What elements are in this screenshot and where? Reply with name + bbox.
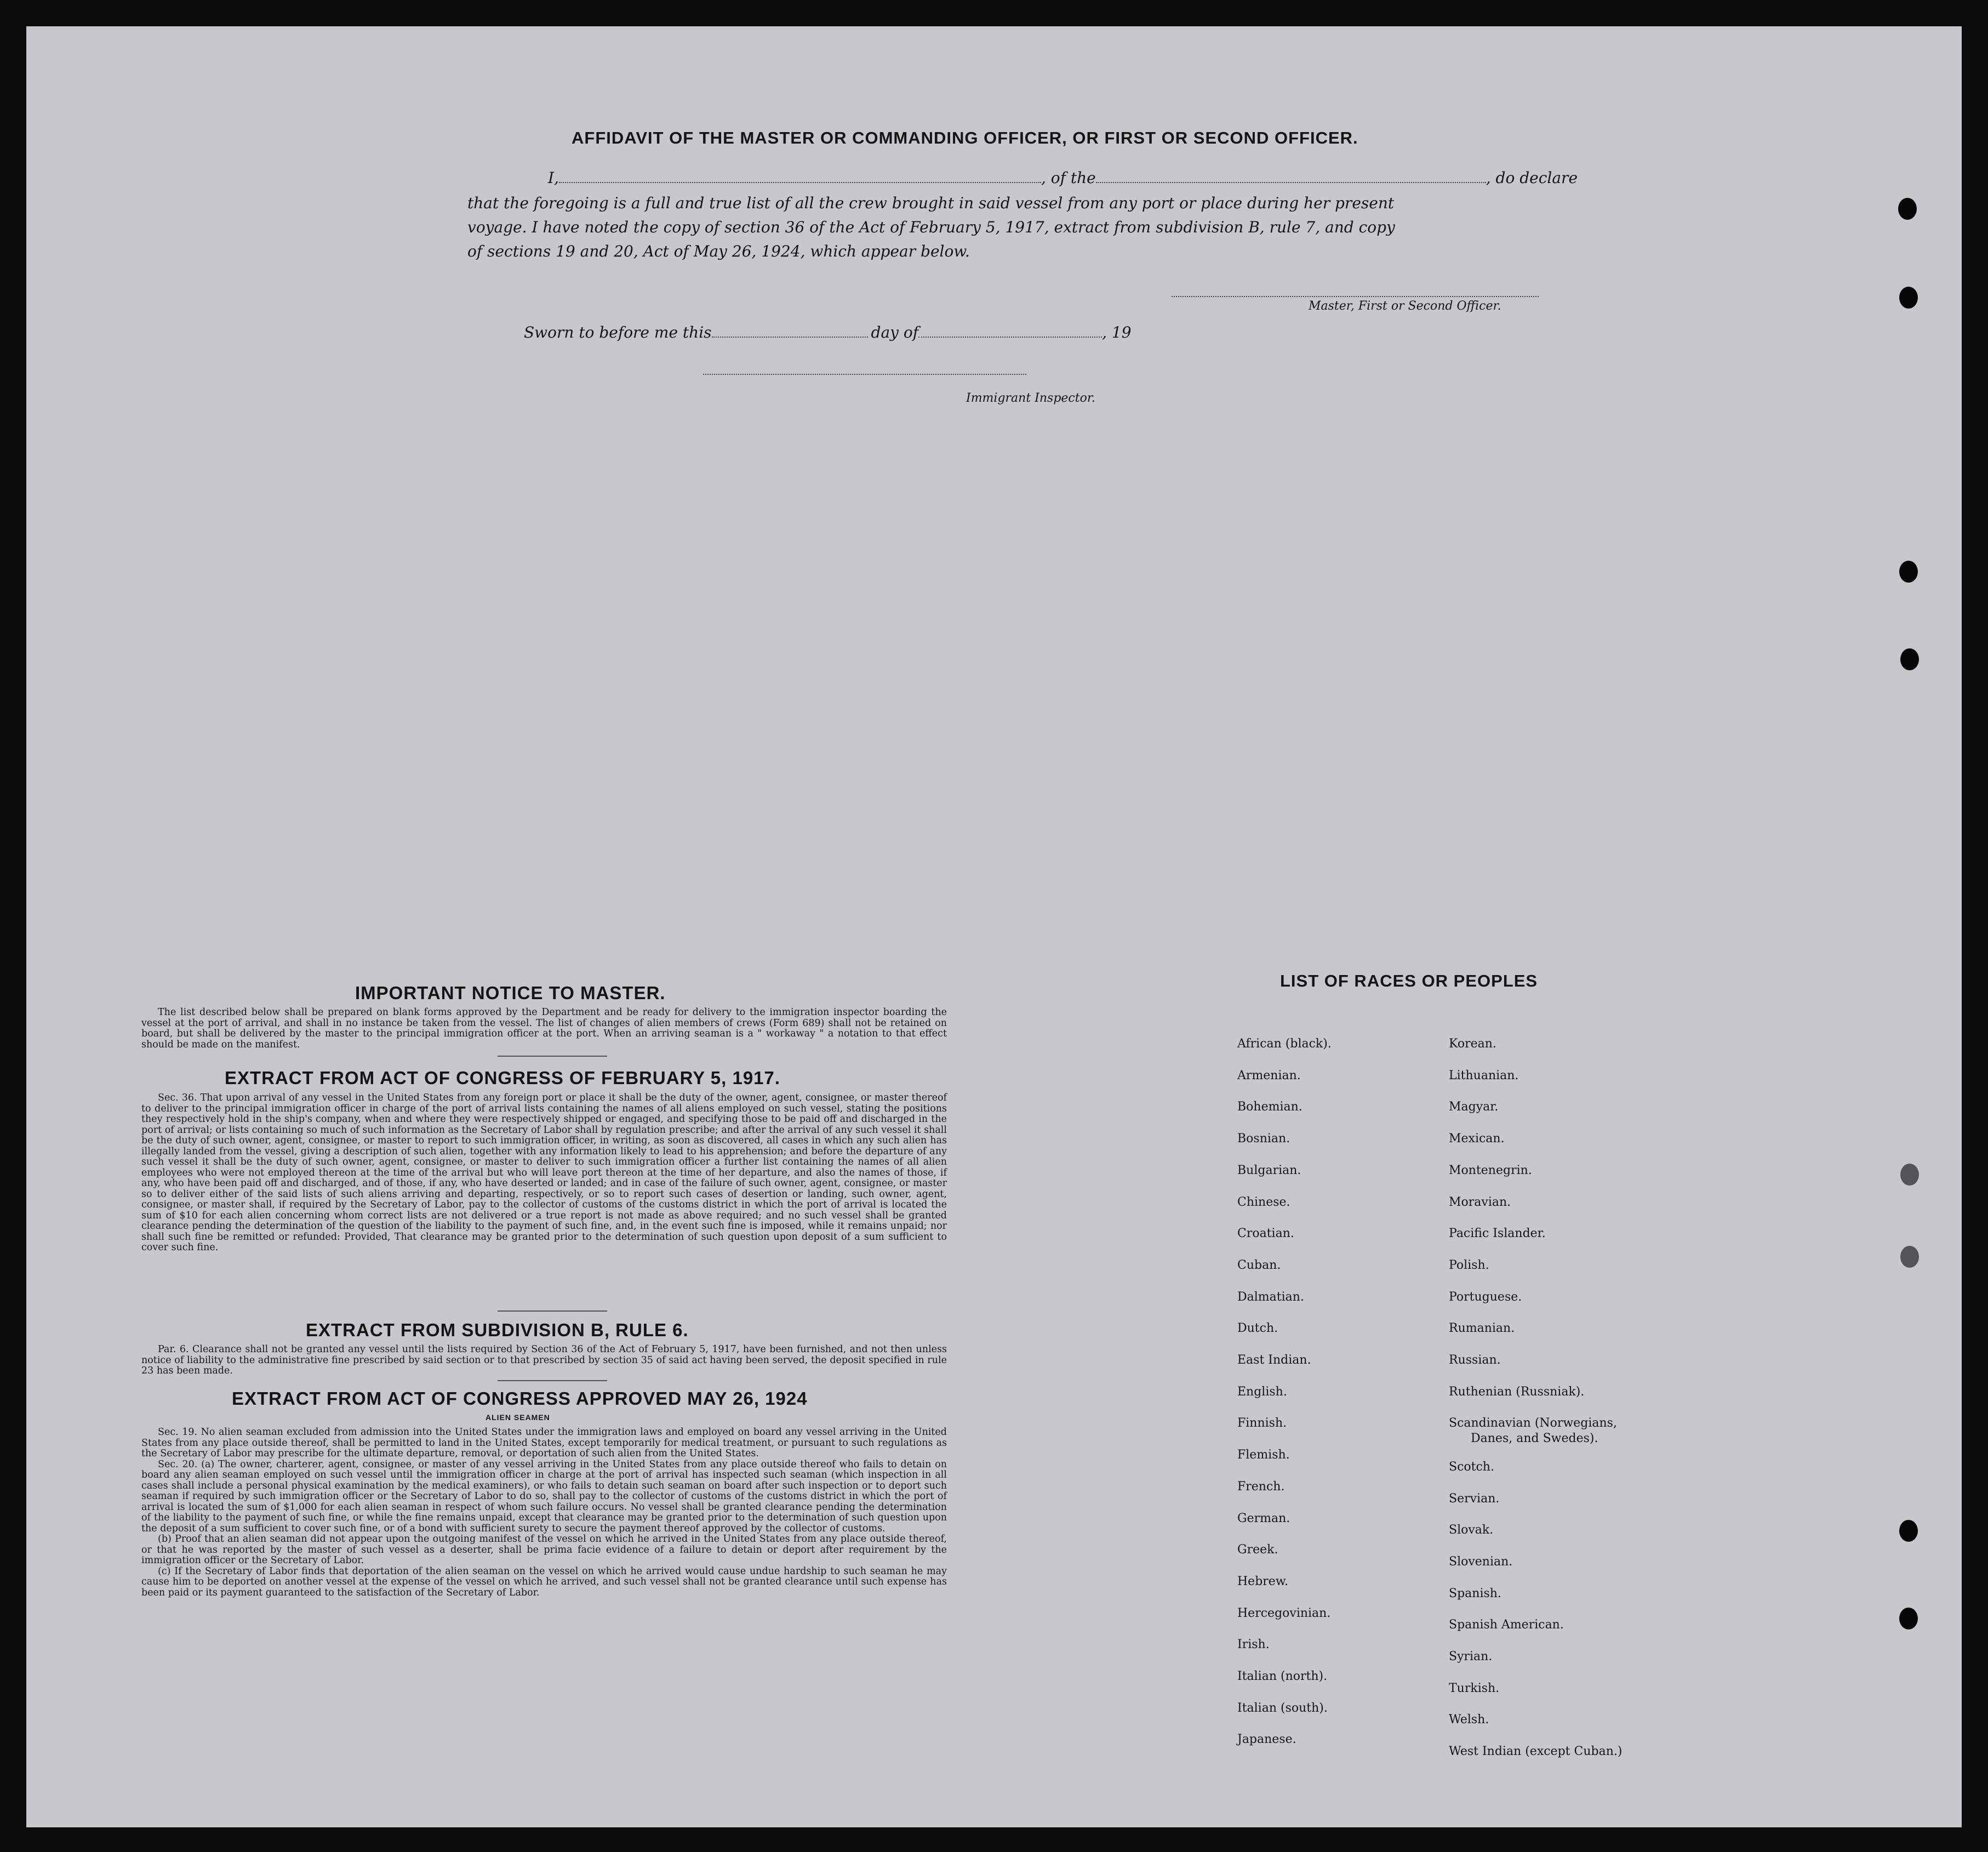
race-item: Slovenian. [1449, 1554, 1513, 1569]
race-item: Syrian. [1449, 1650, 1493, 1664]
race-item: Italian (north). [1237, 1669, 1328, 1684]
race-item: Scandinavian (Norwegians, [1449, 1416, 1617, 1431]
inspector-caption: Immigrant Inspector. [966, 391, 1095, 405]
extract-rule6-paragraph: Par. 6. Clearance shall not be granted any vessel until the lists required by Section 36 of the Act of February 5, 1917, have been furnished, and not then unless notice of liability to the administrative fine prescribed by said section or to that prescribed by section 35 of said act having been served, the deposit specified in rule 23 has been made. [141, 1344, 947, 1376]
notice-title: IMPORTANT NOTICE TO MASTER. [355, 983, 666, 1003]
punch-hole [1899, 561, 1918, 583]
race-item: Korean. [1449, 1037, 1496, 1051]
affidavit-i: I, [548, 169, 559, 187]
sec19-paragraph: Sec. 19. No alien seaman excluded from admission into the United States under the immigration laws and employed on board any vessel arriving in the United States from any place outside thereof, shall be permitted to land in the United States, except temporarily for medical treatment, or pursuant to such regulations as the Secretary of Labor may prescribe for the ultimate departure, removal, or deportation of such alien from the United States. [141, 1427, 947, 1459]
race-item: Dalmatian. [1237, 1290, 1304, 1304]
extract-1924-title: EXTRACT FROM ACT OF CONGRESS APPROVED MAY 26, 1924 [232, 1388, 808, 1409]
race-item: Greek. [1237, 1543, 1278, 1557]
punch-hole [1898, 198, 1917, 220]
race-item: Servian. [1449, 1491, 1500, 1506]
master-caption: Master, First or Second Officer. [1309, 299, 1501, 313]
race-item: Magyar. [1449, 1100, 1499, 1114]
race-item: Bosnian. [1237, 1132, 1290, 1146]
notice-text [141, 1007, 947, 1050]
race-item: Dutch. [1237, 1321, 1278, 1336]
extract-1917-title: EXTRACT FROM ACT OF CONGRESS OF FEBRUARY 5, 1917. [225, 1068, 781, 1088]
inspector-signature-line[interactable] [703, 374, 1026, 375]
sworn-line [524, 323, 1132, 341]
race-item: Rumanian. [1449, 1321, 1515, 1336]
race-item: West Indian (except Cuban.) [1449, 1745, 1623, 1759]
races-right-column [1449, 1028, 1622, 1768]
race-item: East Indian. [1237, 1353, 1311, 1367]
sec20b-paragraph: (b) Proof that an alien seaman did not appear upon the outgoing manifest of the vessel on which he arrived in the United States from any place outside thereof, or that he was reported by the master of such vessel as a deserter, shall be prima facie evidence of a failure to detain or deport after requirement by the immigration officer or the Secretary of Labor. [141, 1534, 947, 1566]
sec20c-paragraph: (c) If the Secretary of Labor finds that deportation of the alien seaman on the vessel on which he arrived would cause undue hardship to such seaman he may cause him to be deported on another vessel at the expense of the vessel on which he arrived, and such vessel shall not be granted clearance until such expense has been paid or its payment guaranteed to the satisfaction of the Secretary of Labor. [141, 1565, 947, 1598]
race-item: Flemish. [1237, 1448, 1290, 1462]
affidavit-title: AFFIDAVIT OF THE MASTER OR COMMANDING OFFICER, OR FIRST OR SECOND OFFICER. [572, 128, 1358, 147]
affidavit-of-the: , of the [1041, 169, 1096, 187]
punch-hole [1899, 1520, 1918, 1542]
punch-hole [1900, 1164, 1919, 1186]
extract-rule6-text [141, 1344, 947, 1377]
extract-1917-paragraph: Sec. 36. That upon arrival of any vessel in the United States from any foreign port or place it shall be the duty of the owner, agent, consignee, or master thereof to deliver to the principal immigration officer in charge of the port of arrival lists containing the names of all aliens employed on such vessel, stating the positions they respectively hold in the ship's company, when and where they were respectively shipped or engaged, and specifying those to be paid off and discharged in the port of arrival; or lists containing so much of such information as the Secretary of Labor shall by regulation prescribe; and after the arrival of any such vessel it shall be the duty of such owner, agent, consignee, or master to report to such immigration officer, in writing, as soon as discovered, all cases in which any such alien has illegally landed from the vessel, giving a description of such alien, together with any information likely to lead to his apprehension; and before the departure of any such vessel it shall be the duty of such owner, agent, consignee, or master to deliver to such immigration officer a further list containing the names of all alien employees who were not employed thereon at the time of the arrival but who will leave port thereon at the time of her departure, and also the names of those, if any, who have been paid off and discharged, and of those, if any, who have deserted or landed; and in case of the failure of such owner, agent, consignee, or master so to deliver either of the said lists of such aliens arriving and departing, respectively, or so to report such cases of desertion or landing, such owner, agent, consignee, or master shall, if required by the Secretary of Labor, pay to the collector of customs of the customs district in which the port of arrival is located the sum of $10 for each alien concerning whom correct lists are not delivered or a true report is not made as above required; and no such vessel shall be granted clearance pending the determination of the question of the liability to the payment of such fine, and, in the event such fine is imposed, while it remains unpaid; nor shall such fine be remitted or refunded: Provided, That clearance may be granted prior to the determination of such question upon deposit of a sum sufficient to cover such fine. [141, 1092, 947, 1253]
race-item: Japanese. [1237, 1733, 1296, 1747]
race-item: Italian (south). [1237, 1701, 1328, 1715]
race-item: Armenian. [1237, 1068, 1301, 1082]
race-item: Ruthenian (Russniak). [1449, 1384, 1585, 1399]
section-divider [498, 1380, 607, 1381]
extract-rule6-title: EXTRACT FROM SUBDIVISION B, RULE 6. [306, 1320, 689, 1340]
race-item: Finnish. [1237, 1416, 1287, 1431]
vessel-name-field[interactable] [1096, 169, 1486, 183]
affidavit-line-2: that the foregoing is a full and true list of all the crew brought in said vessel from any port or place during her present [467, 194, 1395, 212]
race-item: Russian. [1449, 1353, 1501, 1367]
race-item: Croatian. [1237, 1227, 1294, 1241]
affidavit-line-4: of sections 19 and 20, Act of May 26, 1924, which appear below. [467, 242, 970, 260]
race-item: African (black). [1237, 1037, 1332, 1051]
races-title: LIST OF RACES OR PEOPLES [1280, 971, 1538, 990]
race-item: Hercegovinian. [1237, 1606, 1331, 1620]
race-item: Turkish. [1449, 1681, 1500, 1695]
race-item: Slovak. [1449, 1523, 1494, 1537]
race-item: English. [1237, 1384, 1287, 1399]
race-item: Hebrew. [1237, 1574, 1289, 1588]
race-item: Scotch. [1449, 1460, 1494, 1474]
punch-hole [1900, 1246, 1919, 1268]
race-item: Welsh. [1449, 1713, 1489, 1727]
punch-hole [1899, 1608, 1918, 1629]
sec20a-paragraph: Sec. 20. (a) The owner, charterer, agent, consignee, or master of any vessel arriving in the United States from any place outside thereof who fails to detain on board any alien seaman employed on such vessel until the immigration officer in charge at the port of arrival has inspected such seaman (which inspection in all cases shall include a personal physical examination by the medical examiners), or who fails to detain such seaman on board after such inspection or to deport such seaman if required by such immigration officer or the Secretary of Labor to do so, shall pay to the collector of customs of the customs district in which the port of arrival is located the sum of $1,000 for each alien seaman in respect of whom such failure occurs. No vessel shall be granted clearance pending the determination of the liability to the payment of such fine, or while the fine remains unpaid, except that clearance may be granted prior to the determination of such question upon the deposit of a sum sufficient to cover such fine, or of a bond with sufficient surety to secure the payment thereof approved by the collector of customs. [141, 1458, 947, 1534]
affidavit-declare: , do declare [1486, 169, 1578, 187]
document-page [26, 26, 1962, 1827]
sworn-text-a: Sworn to before me this [524, 323, 712, 341]
race-item: French. [1237, 1479, 1285, 1494]
race-item: Spanish. [1449, 1586, 1501, 1600]
race-item: Irish. [1237, 1638, 1270, 1652]
notice-paragraph: The list described below shall be prepared on blank forms approved by the Department and be ready for delivery to the immigration inspector boarding the vessel at the port of arrival, and shall in no instance be taken from the vessel. The list of changes of alien members of crews (Form 689) shall not be retained on board, but shall be delivered by the master to the principal immigration officer at the port. When an arriving seaman is a " workaway " a notation to that effect should be made on the manifest. [141, 1007, 947, 1050]
race-item: Montenegrin. [1449, 1163, 1532, 1177]
races-left-column [1237, 1028, 1332, 1756]
punch-hole [1900, 648, 1919, 670]
race-item: German. [1237, 1511, 1290, 1525]
punch-hole [1899, 287, 1918, 309]
extract-1917-text [141, 1093, 947, 1253]
sworn-day-field[interactable] [712, 323, 868, 338]
race-item: Polish. [1449, 1258, 1489, 1272]
race-item: Pacific Islander. [1449, 1227, 1546, 1241]
sworn-month-field[interactable] [918, 323, 1102, 338]
affidavit-line-1 [548, 169, 1578, 187]
race-item: Portuguese. [1449, 1290, 1522, 1304]
extract-1924-text [141, 1427, 947, 1598]
race-item: Cuban. [1237, 1258, 1281, 1272]
race-item: Chinese. [1237, 1195, 1290, 1209]
race-item: Bulgarian. [1237, 1163, 1301, 1177]
sworn-text-c: , 19 [1102, 323, 1132, 341]
race-item: Danes, and Swedes). [1471, 1432, 1598, 1446]
master-signature-line[interactable] [1172, 296, 1539, 297]
race-item: Bohemian. [1237, 1100, 1303, 1114]
section-divider [498, 1056, 607, 1057]
race-item: Spanish American. [1449, 1618, 1564, 1632]
master-name-field[interactable] [559, 169, 1041, 183]
affidavit-line-3: voyage. I have noted the copy of section 36 of the Act of February 5, 1917, extract from subdivision B, rule 7, and copy [467, 218, 1395, 236]
race-item: Moravian. [1449, 1195, 1511, 1209]
section-divider [498, 1310, 607, 1312]
race-item: Lithuanian. [1449, 1068, 1519, 1082]
race-item: Mexican. [1449, 1132, 1505, 1146]
extract-1924-subtitle: ALIEN SEAMEN [485, 1413, 550, 1422]
sworn-text-b: day of [871, 323, 919, 341]
